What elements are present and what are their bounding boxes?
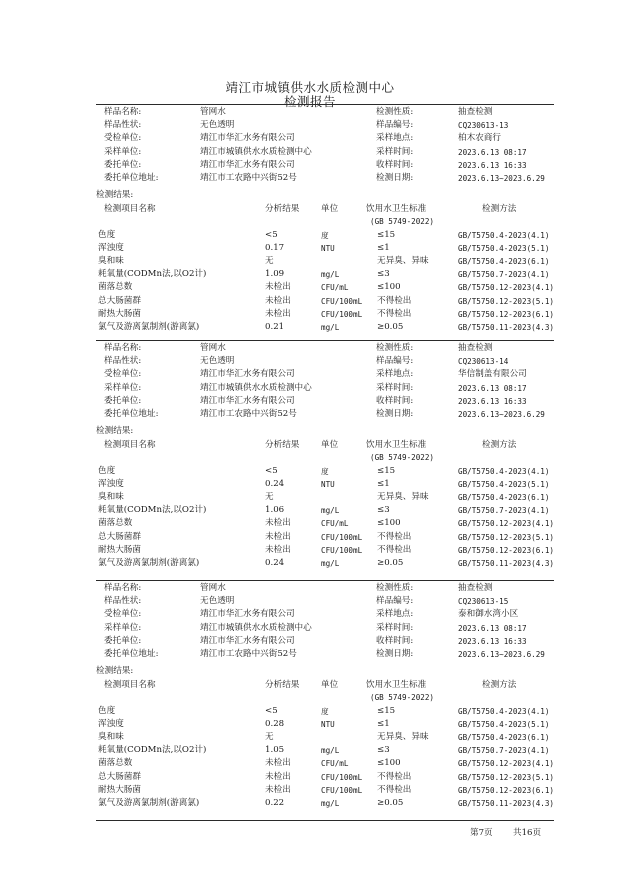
info-label: 样品名称:: [104, 107, 142, 117]
item-name: 耗氧量(CODMn法,以O2计): [98, 505, 207, 516]
item-name: 耐热大肠菌: [98, 784, 141, 795]
info-label: 检测性质:: [376, 343, 414, 353]
item-method: GB/T5750.12-2023(6.1): [458, 309, 555, 319]
info-value-sample-no: CQ230613-14: [458, 357, 509, 367]
item-result: 0.28: [265, 719, 285, 730]
info-label: 样品名称:: [104, 343, 142, 353]
item-method: GB/T5750.12-2023(5.1): [458, 772, 555, 782]
info-value-client-address: 靖江市工农路中兴街52号: [200, 409, 297, 419]
info-value-sample-trait: 无色透明: [200, 120, 235, 131]
item-standard: 不得检出: [377, 531, 412, 542]
info-label: 检测性质:: [376, 583, 414, 593]
column-header-standard: 饮用水卫生标准: [366, 680, 427, 690]
item-unit: CFU/100mL: [321, 785, 363, 795]
info-value-entrusted-unit: 靖江市华汇水务有限公司: [200, 133, 295, 144]
section-divider: [96, 820, 554, 821]
item-unit: CFU/mL: [321, 519, 349, 529]
item-method: GB/T5750.4-2023(5.1): [458, 720, 550, 730]
item-standard: ≤3: [377, 505, 390, 516]
info-value-test-date: 2023.6.13~2023.6.29: [458, 650, 545, 659]
info-value-entrusted-unit: 靖江市华汇水务有限公司: [200, 609, 295, 620]
item-method: GB/T5750.12-2023(6.1): [458, 785, 555, 795]
info-value-sample-no: CQ230613-15: [458, 597, 509, 607]
item-result: 0.24: [265, 557, 285, 568]
item-method: GB/T5750.12-2023(4.1): [458, 759, 555, 769]
info-label: 委托单位:: [104, 395, 142, 406]
info-label: 采样地点:: [376, 133, 414, 144]
info-label: 采样时间:: [376, 622, 414, 633]
info-label: 采样地点:: [376, 609, 414, 620]
item-name: 总大肠菌群: [98, 295, 141, 306]
info-label: 采样单位:: [104, 382, 142, 393]
item-standard: ≤15: [377, 230, 396, 240]
item-unit: CFU/100mL: [321, 772, 363, 782]
info-value-sample-trait: 无色透明: [200, 596, 235, 607]
info-label: 采样单位:: [104, 622, 142, 633]
item-name: 菌落总数: [98, 282, 133, 293]
item-standard: 不得检出: [377, 544, 412, 555]
info-label: 受检单位:: [104, 369, 142, 380]
item-name: 耐热大肠菌: [98, 544, 141, 555]
results-title: 检测结果:: [96, 426, 134, 436]
column-header-standard: 饮用水卫生标准: [366, 204, 427, 214]
info-value-sampling-time: 2023.6.13 08:17: [458, 383, 527, 393]
info-value-entrusted-unit: 靖江市华汇水务有限公司: [200, 369, 295, 380]
info-value-sample-no: CQ230613-13: [458, 121, 509, 131]
item-standard: ≥0.05: [377, 557, 404, 568]
info-label: 采样地点:: [376, 369, 414, 380]
item-standard: 无异臭、异味: [377, 256, 429, 267]
info-value-sampling-site: 泰和御水湾小区: [458, 609, 519, 620]
item-name: 菌落总数: [98, 758, 133, 769]
item-unit: NTU: [321, 244, 335, 254]
item-unit: mg/L: [321, 270, 340, 280]
item-standard: ≤100: [377, 518, 401, 529]
item-result: 0.22: [265, 797, 285, 808]
item-method: GB/T5750.4-2023(5.1): [458, 480, 550, 490]
info-value-client-unit: 靖江市华汇水务有限公司: [200, 395, 295, 406]
item-method: GB/T5750.7-2023(4.1): [458, 270, 550, 280]
info-value-receive-time: 2023.6.13 16:33: [458, 396, 527, 406]
info-label: 委托单位地址:: [104, 649, 159, 659]
info-value-sampling-unit: 靖江市城镇供水水质检测中心: [200, 382, 312, 393]
info-value-test-date: 2023.6.13~2023.6.29: [458, 410, 545, 419]
info-label: 样品编号:: [376, 120, 414, 131]
item-result: 无: [265, 492, 274, 503]
item-result: 0.17: [265, 243, 285, 254]
item-unit: CFU/100mL: [321, 545, 363, 555]
item-name: 浑浊度: [98, 479, 124, 490]
column-header-item: 检测项目名称: [104, 680, 156, 690]
column-header-item: 检测项目名称: [104, 440, 156, 450]
item-unit: 度: [321, 707, 329, 716]
info-value-sampling-unit: 靖江市城镇供水水质检测中心: [200, 146, 312, 157]
item-unit: CFU/mL: [321, 283, 349, 293]
info-label: 检测日期:: [376, 649, 414, 659]
info-value-client-address: 靖江市工农路中兴街52号: [200, 173, 297, 183]
info-label: 样品性状:: [104, 596, 142, 607]
item-name: 总大肠菌群: [98, 531, 141, 542]
info-value-sampling-time: 2023.6.13 08:17: [458, 147, 527, 157]
item-name: 浑浊度: [98, 243, 124, 254]
info-label: 受检单位:: [104, 133, 142, 144]
results-title: 检测结果:: [96, 190, 134, 200]
info-label: 采样时间:: [376, 146, 414, 157]
item-name: 耐热大肠菌: [98, 308, 141, 319]
section-divider: [96, 104, 554, 105]
column-header-result: 分析结果: [265, 680, 300, 690]
item-method: GB/T5750.11-2023(4.3): [458, 558, 555, 568]
item-method: GB/T5750.12-2023(6.1): [458, 545, 555, 555]
column-header-item: 检测项目名称: [104, 204, 156, 214]
item-result: 1.09: [265, 269, 285, 280]
column-header-unit: 单位: [321, 680, 339, 690]
item-name: 氯气及游离氯制剂(游离氯): [98, 797, 200, 808]
info-value-sample-name: 管网水: [200, 583, 226, 593]
item-result: 未检出: [265, 784, 291, 795]
item-standard: ≤1: [377, 719, 390, 730]
item-name: 色度: [98, 230, 116, 240]
item-standard: 无异臭、异味: [377, 492, 429, 503]
column-header-method: 检测方法: [482, 440, 517, 450]
info-value-sample-name: 管网水: [200, 343, 226, 353]
column-header-standard-code: (GB 5749-2022): [370, 453, 435, 462]
info-value-sampling-site: 华信制盖有限公司: [458, 369, 527, 380]
info-label: 样品编号:: [376, 356, 414, 367]
report-title: 检测报告: [283, 94, 336, 109]
info-label: 样品编号:: [376, 596, 414, 607]
item-result: 未检出: [265, 771, 291, 782]
item-unit: mg/L: [321, 798, 340, 808]
info-label: 收样时间:: [376, 395, 414, 406]
item-result: 未检出: [265, 518, 291, 529]
item-result: 未检出: [265, 758, 291, 769]
item-method: GB/T5750.12-2023(4.1): [458, 519, 555, 529]
item-result: 未检出: [265, 308, 291, 319]
column-header-standard: 饮用水卫生标准: [366, 440, 427, 450]
item-standard: ≤100: [377, 282, 401, 293]
item-standard: ≤3: [377, 269, 390, 280]
info-value-receive-time: 2023.6.13 16:33: [458, 160, 527, 170]
item-method: GB/T5750.4-2023(6.1): [458, 257, 550, 267]
info-value-sampling-site: 柏木农商行: [458, 133, 501, 144]
item-unit: mg/L: [321, 558, 340, 568]
item-unit: mg/L: [321, 322, 340, 332]
column-header-result: 分析结果: [265, 440, 300, 450]
item-standard: ≥0.05: [377, 321, 404, 332]
info-label: 检测日期:: [376, 409, 414, 419]
info-value-sampling-unit: 靖江市城镇供水水质检测中心: [200, 622, 312, 633]
info-label: 样品性状:: [104, 120, 142, 131]
item-result: 无: [265, 732, 274, 743]
item-standard: ≤3: [377, 745, 390, 756]
item-name: 总大肠菌群: [98, 771, 141, 782]
item-method: GB/T5750.11-2023(4.3): [458, 798, 555, 808]
info-value-client-address: 靖江市工农路中兴街52号: [200, 649, 297, 659]
column-header-result: 分析结果: [265, 204, 300, 214]
item-unit: CFU/mL: [321, 759, 349, 769]
info-value-receive-time: 2023.6.13 16:33: [458, 636, 527, 646]
info-value-test-nature: 抽查检测: [458, 343, 493, 353]
item-method: GB/T5750.4-2023(4.1): [458, 467, 550, 476]
item-result: 1.05: [265, 745, 285, 756]
item-result: 未检出: [265, 295, 291, 306]
info-value-test-date: 2023.6.13~2023.6.29: [458, 174, 545, 183]
item-result: 0.21: [265, 321, 285, 332]
item-standard: 不得检出: [377, 295, 412, 306]
item-name: 色度: [98, 466, 116, 476]
info-label: 委托单位:: [104, 635, 142, 646]
item-method: GB/T5750.4-2023(5.1): [458, 244, 550, 254]
item-unit: 度: [321, 467, 329, 476]
item-name: 耗氧量(CODMn法,以O2计): [98, 745, 207, 756]
item-name: 耗氧量(CODMn法,以O2计): [98, 269, 207, 280]
item-name: 氯气及游离氯制剂(游离氯): [98, 557, 200, 568]
info-label: 委托单位地址:: [104, 173, 159, 183]
item-name: 浑浊度: [98, 719, 124, 730]
info-value-client-unit: 靖江市华汇水务有限公司: [200, 635, 295, 646]
item-standard: ≤15: [377, 706, 396, 716]
item-result: <5: [265, 706, 278, 716]
item-standard: 不得检出: [377, 784, 412, 795]
item-method: GB/T5750.12-2023(4.1): [458, 283, 555, 293]
column-header-standard-code: (GB 5749-2022): [370, 217, 435, 226]
item-result: 0.24: [265, 479, 285, 490]
item-method: GB/T5750.11-2023(4.3): [458, 322, 555, 332]
item-standard: 无异臭、异味: [377, 732, 429, 743]
item-unit: CFU/100mL: [321, 532, 363, 542]
item-unit: NTU: [321, 720, 335, 730]
info-value-client-unit: 靖江市华汇水务有限公司: [200, 159, 295, 170]
item-result: 未检出: [265, 544, 291, 555]
item-result: 1.06: [265, 505, 285, 516]
item-standard: ≤1: [377, 479, 390, 490]
item-unit: mg/L: [321, 746, 340, 756]
item-standard: ≤1: [377, 243, 390, 254]
item-name: 臭和味: [98, 492, 124, 503]
item-unit: NTU: [321, 480, 335, 490]
item-result: <5: [265, 230, 278, 240]
info-label: 采样单位:: [104, 146, 142, 157]
item-method: GB/T5750.4-2023(4.1): [458, 231, 550, 240]
section-divider: [96, 340, 554, 341]
item-method: GB/T5750.4-2023(6.1): [458, 493, 550, 503]
info-value-test-nature: 抽查检测: [458, 107, 493, 117]
info-label: 采样时间:: [376, 382, 414, 393]
report-org: 靖江市城镇供水水质检测中心: [225, 80, 395, 95]
column-header-unit: 单位: [321, 204, 339, 214]
results-title: 检测结果:: [96, 666, 134, 676]
info-label: 委托单位地址:: [104, 409, 159, 419]
info-label: 检测性质:: [376, 107, 414, 117]
column-header-method: 检测方法: [482, 680, 517, 690]
item-unit: mg/L: [321, 506, 340, 516]
item-unit: CFU/100mL: [321, 309, 363, 319]
item-name: 色度: [98, 706, 116, 716]
item-standard: ≥0.05: [377, 797, 404, 808]
item-name: 臭和味: [98, 256, 124, 267]
info-label: 样品名称:: [104, 583, 142, 593]
item-unit: 度: [321, 231, 329, 240]
item-standard: ≤100: [377, 758, 401, 769]
section-divider: [96, 580, 554, 581]
info-value-test-nature: 抽查检测: [458, 583, 493, 593]
info-value-sampling-time: 2023.6.13 08:17: [458, 623, 527, 633]
page-number: 第7页: [470, 828, 493, 838]
item-method: GB/T5750.12-2023(5.1): [458, 532, 555, 542]
item-result: <5: [265, 466, 278, 476]
item-name: 臭和味: [98, 732, 124, 743]
item-result: 未检出: [265, 531, 291, 542]
item-method: GB/T5750.7-2023(4.1): [458, 746, 550, 756]
info-label: 收样时间:: [376, 159, 414, 170]
page-total: 共16页: [513, 828, 542, 838]
item-method: GB/T5750.4-2023(6.1): [458, 733, 550, 743]
item-name: 菌落总数: [98, 518, 133, 529]
info-label: 收样时间:: [376, 635, 414, 646]
info-value-sample-trait: 无色透明: [200, 356, 235, 367]
item-unit: CFU/100mL: [321, 296, 363, 306]
item-method: GB/T5750.7-2023(4.1): [458, 506, 550, 516]
column-header-method: 检测方法: [482, 204, 517, 214]
item-result: 未检出: [265, 282, 291, 293]
item-name: 氯气及游离氯制剂(游离氯): [98, 321, 200, 332]
item-method: GB/T5750.4-2023(4.1): [458, 707, 550, 716]
info-label: 受检单位:: [104, 609, 142, 620]
item-result: 无: [265, 256, 274, 267]
info-label: 委托单位:: [104, 159, 142, 170]
item-standard: 不得检出: [377, 771, 412, 782]
column-header-unit: 单位: [321, 440, 339, 450]
info-label: 样品性状:: [104, 356, 142, 367]
info-value-sample-name: 管网水: [200, 107, 226, 117]
info-label: 检测日期:: [376, 173, 414, 183]
column-header-standard-code: (GB 5749-2022): [370, 693, 435, 702]
item-standard: 不得检出: [377, 308, 412, 319]
item-standard: ≤15: [377, 466, 396, 476]
item-method: GB/T5750.12-2023(5.1): [458, 296, 555, 306]
